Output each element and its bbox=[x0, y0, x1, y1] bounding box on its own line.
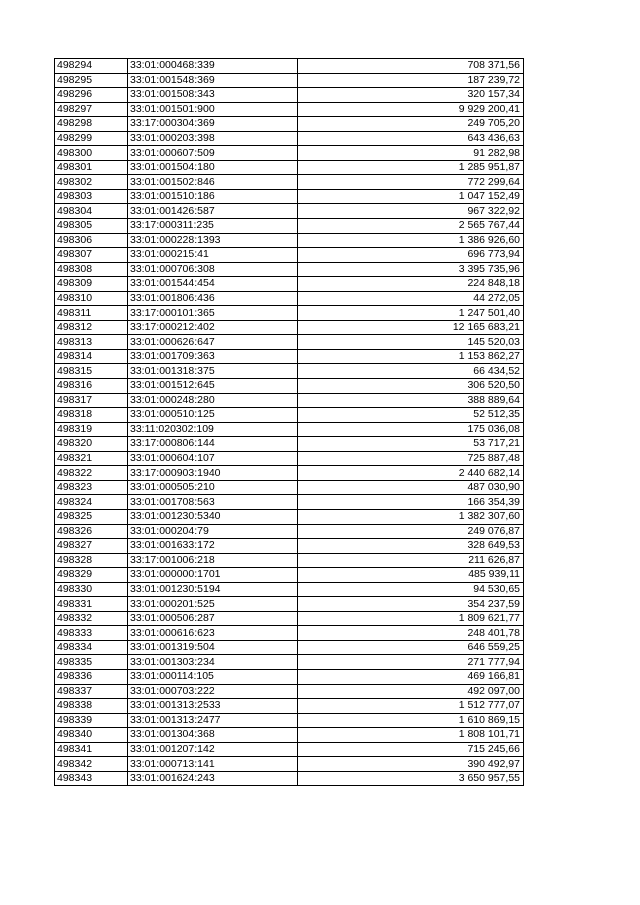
record-id-cell: 498326 bbox=[55, 524, 128, 539]
table-row bbox=[55, 626, 524, 641]
record-id-cell: 498304 bbox=[55, 204, 128, 219]
table-row bbox=[55, 88, 524, 103]
table-row bbox=[55, 451, 524, 466]
record-id-cell: 498312 bbox=[55, 320, 128, 335]
record-id-cell: 498339 bbox=[55, 713, 128, 728]
record-id-cell: 498334 bbox=[55, 640, 128, 655]
table-row bbox=[55, 699, 524, 714]
cadastral-number-cell: 33:01:000215:41 bbox=[128, 248, 298, 263]
record-id-cell: 498329 bbox=[55, 568, 128, 583]
table-row bbox=[55, 131, 524, 146]
cadastral-number-cell: 33:17:000311:235 bbox=[128, 219, 298, 234]
cadastral-value-cell: 1 512 777,07 bbox=[298, 699, 524, 714]
record-id-cell: 498301 bbox=[55, 160, 128, 175]
record-id-cell: 498314 bbox=[55, 349, 128, 364]
table-row bbox=[55, 320, 524, 335]
cadastral-number-cell: 33:01:001501:900 bbox=[128, 102, 298, 117]
record-id-cell: 498302 bbox=[55, 175, 128, 190]
table-row bbox=[55, 582, 524, 597]
table-row bbox=[55, 437, 524, 452]
record-id-cell: 498298 bbox=[55, 117, 128, 132]
cadastral-number-cell: 33:01:000703:222 bbox=[128, 684, 298, 699]
cadastral-value-cell: 175 036,08 bbox=[298, 422, 524, 437]
cadastral-value-cell: 1 047 152,49 bbox=[298, 189, 524, 204]
cadastral-number-cell: 33:01:001502:846 bbox=[128, 175, 298, 190]
table-row bbox=[55, 277, 524, 292]
cadastral-number-cell: 33:01:001508:343 bbox=[128, 88, 298, 103]
cadastral-number-cell: 33:17:000903:1940 bbox=[128, 466, 298, 481]
record-id-cell: 498337 bbox=[55, 684, 128, 699]
cadastral-value-table bbox=[54, 58, 524, 786]
table-row bbox=[55, 349, 524, 364]
cadastral-number-cell: 33:01:000204:79 bbox=[128, 524, 298, 539]
record-id-cell: 498297 bbox=[55, 102, 128, 117]
table-row bbox=[55, 713, 524, 728]
record-id-cell: 498319 bbox=[55, 422, 128, 437]
cadastral-value-cell: 94 530,65 bbox=[298, 582, 524, 597]
table-row bbox=[55, 291, 524, 306]
cadastral-number-cell: 33:01:001230:5340 bbox=[128, 509, 298, 524]
cadastral-value-cell: 1 808 101,71 bbox=[298, 728, 524, 743]
table-row bbox=[55, 189, 524, 204]
table-row bbox=[55, 102, 524, 117]
cadastral-value-cell: 248 401,78 bbox=[298, 626, 524, 641]
table-row bbox=[55, 306, 524, 321]
cadastral-number-cell: 33:01:000607:509 bbox=[128, 146, 298, 161]
cadastral-value-cell: 9 929 200,41 bbox=[298, 102, 524, 117]
cadastral-number-cell: 33:01:001548:369 bbox=[128, 73, 298, 88]
record-id-cell: 498335 bbox=[55, 655, 128, 670]
record-id-cell: 498318 bbox=[55, 408, 128, 423]
cadastral-value-cell: 3 650 957,55 bbox=[298, 771, 524, 786]
cadastral-number-cell: 33:01:001544:454 bbox=[128, 277, 298, 292]
record-id-cell: 498321 bbox=[55, 451, 128, 466]
table-row bbox=[55, 335, 524, 350]
cadastral-value-cell: 390 492,97 bbox=[298, 757, 524, 772]
cadastral-number-cell: 33:01:000506:287 bbox=[128, 611, 298, 626]
table-row bbox=[55, 669, 524, 684]
cadastral-value-cell: 166 354,39 bbox=[298, 495, 524, 510]
cadastral-value-cell: 485 939,11 bbox=[298, 568, 524, 583]
cadastral-number-cell: 33:01:001633:172 bbox=[128, 539, 298, 554]
table-row bbox=[55, 379, 524, 394]
table-row bbox=[55, 233, 524, 248]
cadastral-number-cell: 33:01:000228:1393 bbox=[128, 233, 298, 248]
cadastral-number-cell: 33:01:001426:587 bbox=[128, 204, 298, 219]
cadastral-number-cell: 33:01:000510:125 bbox=[128, 408, 298, 423]
cadastral-number-cell: 33:01:001318:375 bbox=[128, 364, 298, 379]
cadastral-value-cell: 967 322,92 bbox=[298, 204, 524, 219]
cadastral-value-cell: 708 371,56 bbox=[298, 59, 524, 74]
cadastral-value-cell: 354 237,59 bbox=[298, 597, 524, 612]
cadastral-number-cell: 33:01:001207:142 bbox=[128, 742, 298, 757]
cadastral-value-cell: 145 520,03 bbox=[298, 335, 524, 350]
cadastral-number-cell: 33:01:001313:2477 bbox=[128, 713, 298, 728]
cadastral-value-cell: 53 717,21 bbox=[298, 437, 524, 452]
cadastral-number-cell: 33:17:000212:402 bbox=[128, 320, 298, 335]
cadastral-value-cell: 492 097,00 bbox=[298, 684, 524, 699]
cadastral-value-cell: 1 382 307,60 bbox=[298, 509, 524, 524]
cadastral-number-cell: 33:01:001504:180 bbox=[128, 160, 298, 175]
cadastral-value-cell: 320 157,34 bbox=[298, 88, 524, 103]
cadastral-value-cell: 249 076,87 bbox=[298, 524, 524, 539]
record-id-cell: 498316 bbox=[55, 379, 128, 394]
record-id-cell: 498340 bbox=[55, 728, 128, 743]
record-id-cell: 498311 bbox=[55, 306, 128, 321]
cadastral-number-cell: 33:01:000626:647 bbox=[128, 335, 298, 350]
record-id-cell: 498317 bbox=[55, 393, 128, 408]
cadastral-value-cell: 1 153 862,27 bbox=[298, 349, 524, 364]
record-id-cell: 498333 bbox=[55, 626, 128, 641]
record-id-cell: 498322 bbox=[55, 466, 128, 481]
table-row bbox=[55, 480, 524, 495]
cadastral-number-cell: 33:01:001624:243 bbox=[128, 771, 298, 786]
cadastral-number-cell: 33:01:001230:5194 bbox=[128, 582, 298, 597]
record-id-cell: 498324 bbox=[55, 495, 128, 510]
cadastral-number-cell: 33:17:000304:369 bbox=[128, 117, 298, 132]
table-row bbox=[55, 771, 524, 786]
cadastral-value-cell: 66 434,52 bbox=[298, 364, 524, 379]
table-row bbox=[55, 219, 524, 234]
record-id-cell: 498327 bbox=[55, 539, 128, 554]
table-row bbox=[55, 684, 524, 699]
record-id-cell: 498309 bbox=[55, 277, 128, 292]
cadastral-number-cell: 33:01:001709:363 bbox=[128, 349, 298, 364]
cadastral-number-cell: 33:11:020302:109 bbox=[128, 422, 298, 437]
cadastral-value-cell: 388 889,64 bbox=[298, 393, 524, 408]
table-row bbox=[55, 539, 524, 554]
table-row bbox=[55, 611, 524, 626]
cadastral-number-cell: 33:01:001512:645 bbox=[128, 379, 298, 394]
record-id-cell: 498294 bbox=[55, 59, 128, 74]
record-id-cell: 498323 bbox=[55, 480, 128, 495]
record-id-cell: 498341 bbox=[55, 742, 128, 757]
record-id-cell: 498328 bbox=[55, 553, 128, 568]
cadastral-value-cell: 3 395 735,96 bbox=[298, 262, 524, 277]
record-id-cell: 498325 bbox=[55, 509, 128, 524]
cadastral-number-cell: 33:01:000706:308 bbox=[128, 262, 298, 277]
table-row bbox=[55, 59, 524, 74]
cadastral-value-cell: 1 386 926,60 bbox=[298, 233, 524, 248]
table-row bbox=[55, 262, 524, 277]
cadastral-number-cell: 33:17:000101:365 bbox=[128, 306, 298, 321]
table-row bbox=[55, 553, 524, 568]
cadastral-value-cell: 2 440 682,14 bbox=[298, 466, 524, 481]
cadastral-number-cell: 33:01:000713:141 bbox=[128, 757, 298, 772]
cadastral-value-cell: 646 559,25 bbox=[298, 640, 524, 655]
table-row bbox=[55, 495, 524, 510]
record-id-cell: 498338 bbox=[55, 699, 128, 714]
table-row bbox=[55, 728, 524, 743]
table-row bbox=[55, 640, 524, 655]
table-row bbox=[55, 597, 524, 612]
table-row bbox=[55, 509, 524, 524]
cadastral-value-cell: 643 436,63 bbox=[298, 131, 524, 146]
cadastral-value-cell: 469 166,81 bbox=[298, 669, 524, 684]
record-id-cell: 498306 bbox=[55, 233, 128, 248]
table-row bbox=[55, 742, 524, 757]
cadastral-value-cell: 306 520,50 bbox=[298, 379, 524, 394]
cadastral-value-cell: 211 626,87 bbox=[298, 553, 524, 568]
cadastral-value-cell: 328 649,53 bbox=[298, 539, 524, 554]
cadastral-number-cell: 33:01:000201:525 bbox=[128, 597, 298, 612]
cadastral-value-cell: 44 272,05 bbox=[298, 291, 524, 306]
table-row bbox=[55, 655, 524, 670]
record-id-cell: 498296 bbox=[55, 88, 128, 103]
cadastral-value-cell: 725 887,48 bbox=[298, 451, 524, 466]
record-id-cell: 498313 bbox=[55, 335, 128, 350]
table-row bbox=[55, 466, 524, 481]
cadastral-number-cell: 33:01:000468:339 bbox=[128, 59, 298, 74]
table-row bbox=[55, 524, 524, 539]
cadastral-number-cell: 33:17:001006:218 bbox=[128, 553, 298, 568]
cadastral-number-cell: 33:01:001319:504 bbox=[128, 640, 298, 655]
cadastral-number-cell: 33:17:000806:144 bbox=[128, 437, 298, 452]
record-id-cell: 498315 bbox=[55, 364, 128, 379]
cadastral-value-cell: 1 247 501,40 bbox=[298, 306, 524, 321]
cadastral-value-cell: 1 809 621,77 bbox=[298, 611, 524, 626]
table-row bbox=[55, 408, 524, 423]
record-id-cell: 498299 bbox=[55, 131, 128, 146]
table-row bbox=[55, 393, 524, 408]
table-row bbox=[55, 204, 524, 219]
cadastral-value-cell: 12 165 683,21 bbox=[298, 320, 524, 335]
cadastral-value-cell: 772 299,64 bbox=[298, 175, 524, 190]
record-id-cell: 498332 bbox=[55, 611, 128, 626]
cadastral-value-cell: 224 848,18 bbox=[298, 277, 524, 292]
record-id-cell: 498295 bbox=[55, 73, 128, 88]
table-row bbox=[55, 160, 524, 175]
record-id-cell: 498307 bbox=[55, 248, 128, 263]
table-row bbox=[55, 117, 524, 132]
cadastral-value-cell: 2 565 767,44 bbox=[298, 219, 524, 234]
cadastral-number-cell: 33:01:001510:186 bbox=[128, 189, 298, 204]
table-row bbox=[55, 146, 524, 161]
cadastral-value-cell: 696 773,94 bbox=[298, 248, 524, 263]
cadastral-number-cell: 33:01:000203:398 bbox=[128, 131, 298, 146]
cadastral-number-cell: 33:01:001806:436 bbox=[128, 291, 298, 306]
cadastral-value-cell: 715 245,66 bbox=[298, 742, 524, 757]
table-row bbox=[55, 364, 524, 379]
cadastral-value-cell: 91 282,98 bbox=[298, 146, 524, 161]
table-row bbox=[55, 422, 524, 437]
record-id-cell: 498336 bbox=[55, 669, 128, 684]
cadastral-number-cell: 33:01:000616:623 bbox=[128, 626, 298, 641]
record-id-cell: 498308 bbox=[55, 262, 128, 277]
record-id-cell: 498303 bbox=[55, 189, 128, 204]
cadastral-number-cell: 33:01:000000:1701 bbox=[128, 568, 298, 583]
record-id-cell: 498305 bbox=[55, 219, 128, 234]
table-row bbox=[55, 73, 524, 88]
record-id-cell: 498300 bbox=[55, 146, 128, 161]
cadastral-number-cell: 33:01:001313:2533 bbox=[128, 699, 298, 714]
table-row bbox=[55, 757, 524, 772]
cadastral-value-cell: 1 285 951,87 bbox=[298, 160, 524, 175]
record-id-cell: 498320 bbox=[55, 437, 128, 452]
cadastral-value-cell: 1 610 869,15 bbox=[298, 713, 524, 728]
cadastral-number-cell: 33:01:000604:107 bbox=[128, 451, 298, 466]
cadastral-number-cell: 33:01:001304:368 bbox=[128, 728, 298, 743]
cadastral-value-cell: 271 777,94 bbox=[298, 655, 524, 670]
cadastral-number-cell: 33:01:001708:563 bbox=[128, 495, 298, 510]
record-id-cell: 498331 bbox=[55, 597, 128, 612]
cadastral-value-cell: 249 705,20 bbox=[298, 117, 524, 132]
cadastral-value-cell: 187 239,72 bbox=[298, 73, 524, 88]
cadastral-number-cell: 33:01:000505:210 bbox=[128, 480, 298, 495]
record-id-cell: 498342 bbox=[55, 757, 128, 772]
cadastral-number-cell: 33:01:001303:234 bbox=[128, 655, 298, 670]
table-row bbox=[55, 175, 524, 190]
table-row bbox=[55, 248, 524, 263]
cadastral-value-cell: 52 512,35 bbox=[298, 408, 524, 423]
record-id-cell: 498310 bbox=[55, 291, 128, 306]
cadastral-value-cell: 487 030,90 bbox=[298, 480, 524, 495]
table-row bbox=[55, 568, 524, 583]
cadastral-number-cell: 33:01:000114:105 bbox=[128, 669, 298, 684]
table-body bbox=[55, 59, 524, 786]
record-id-cell: 498330 bbox=[55, 582, 128, 597]
cadastral-number-cell: 33:01:000248:280 bbox=[128, 393, 298, 408]
record-id-cell: 498343 bbox=[55, 771, 128, 786]
